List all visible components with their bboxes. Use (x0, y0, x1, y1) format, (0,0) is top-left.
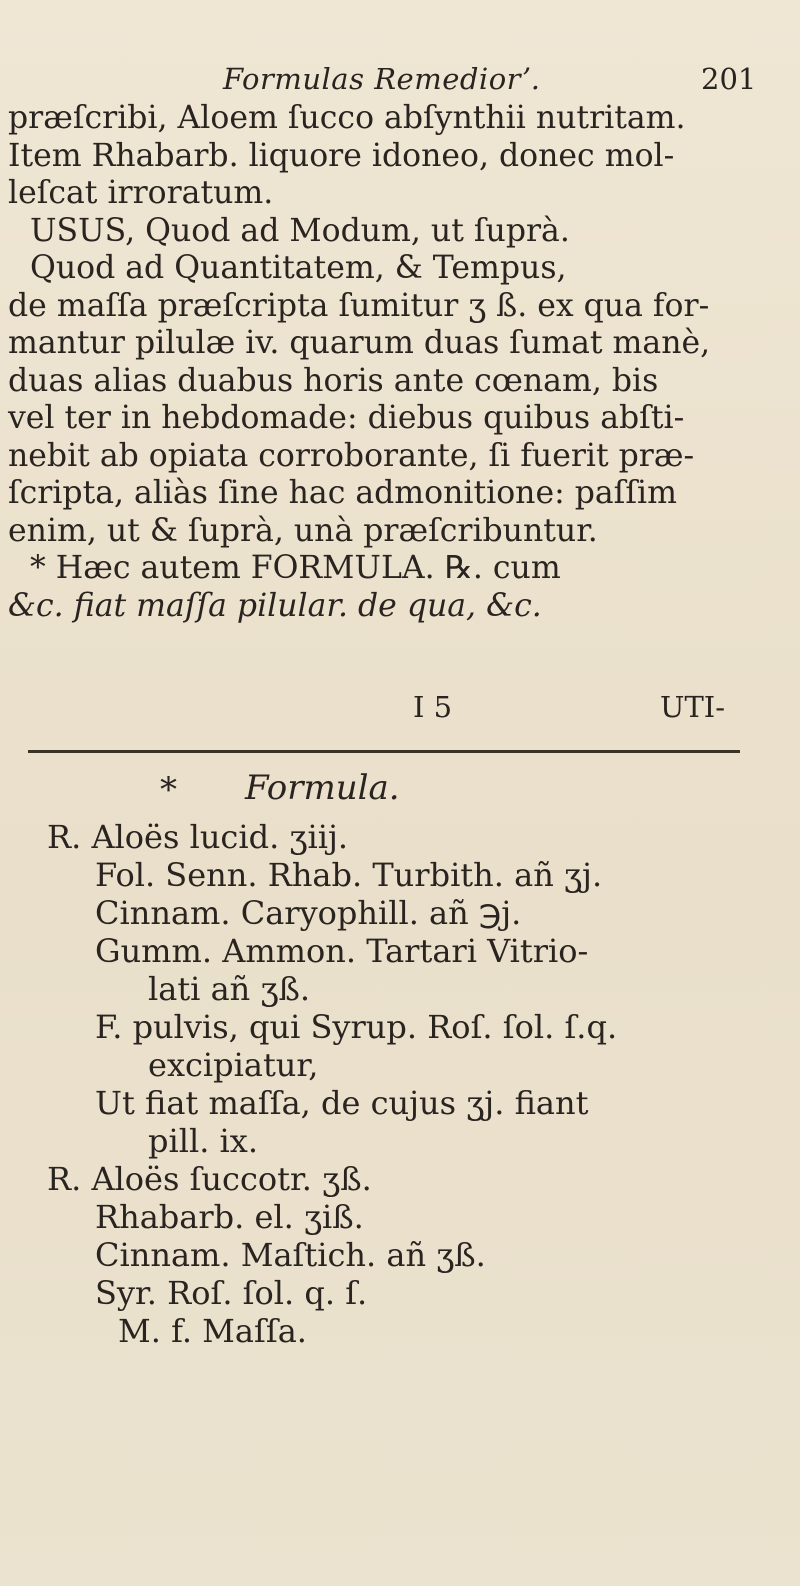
text-line: enim, ut & ſuprà, unà præſcribuntur. (8, 512, 598, 549)
catchword: UTI- (660, 690, 726, 724)
formula-line: Fol. Senn. Rhab. Turbith. añ ʒj. (95, 856, 603, 894)
text-line: duas alias duabus horis ante cœnam, bis (8, 362, 659, 399)
formula-line: Syr. Roſ. ſol. q. ſ. (95, 1274, 368, 1312)
footnote-title: Formula. (245, 768, 400, 808)
text-line: &c. fiat maſſa pilular. de qua, &c. (8, 587, 542, 624)
formula-line: Cinnam. Maſtich. añ ʒß. (95, 1236, 486, 1274)
footnote-asterisk: * (160, 770, 177, 810)
formula-line: F. pulvis, qui Syrup. Roſ. ſol. ſ.q. (95, 1008, 618, 1046)
text-line: præſcribi, Aloem ſucco abſynthii nutritam. (8, 100, 686, 136)
formula-line: pill. ix. (148, 1122, 258, 1160)
footnote-heading (160, 768, 460, 812)
text-line: Quod ad Quantitatem, & Tempus, (30, 250, 567, 286)
formula-line: Gumm. Ammon. Tartari Vitrio- (95, 932, 589, 970)
text-line: vel ter in hebdomade: diebus quibus abſti- (8, 400, 685, 436)
formula-block (0, 818, 800, 1350)
formula-line: Rhabarb. el. ʒiß. (95, 1198, 364, 1236)
body-text (8, 100, 778, 625)
footnote-divider (28, 750, 740, 753)
page-number: 201 (701, 62, 757, 96)
formula-line: M. f. Maſſa. (118, 1312, 307, 1350)
formula-line: R. Aloës lucid. ʒiij. (47, 818, 349, 856)
text-line: leſcat irroratum. (8, 175, 274, 211)
formula-line: Cinnam. Caryophill. añ ℈j. (95, 894, 522, 932)
text-line: USUS, Quod ad Modum, ut ſuprà. (30, 212, 570, 249)
running-head: Formulas Remediorʼ. (223, 62, 541, 96)
formula-line: Ut fiat maſſa, de cujus ʒj. fiant (95, 1084, 589, 1122)
signature-mark: I 5 (413, 690, 453, 724)
formula-line: R. Aloës ſuccotr. ʒß. (47, 1160, 372, 1198)
text-line: ſcripta, aliàs ſine hac admonitione: paſſim (8, 475, 677, 511)
text-line: * Hæc autem FORMULA. ℞. cum (30, 550, 561, 586)
formula-line: excipiatur, (148, 1046, 319, 1084)
page-header (0, 60, 800, 100)
formula-line: lati añ ʒß. (148, 970, 311, 1008)
text-line: de maſſa præſcripta ſumitur ʒ ß. ex qua for- (8, 287, 710, 324)
page-foot (0, 690, 800, 730)
text-line: mantur pilulæ iv. quarum duas ſumat manè, (8, 325, 711, 361)
text-line: nebit ab opiata corroborante, ſi fuerit præ- (8, 437, 695, 474)
text-line: Item Rhabarb. liquore idoneo, donec mol- (8, 137, 675, 174)
